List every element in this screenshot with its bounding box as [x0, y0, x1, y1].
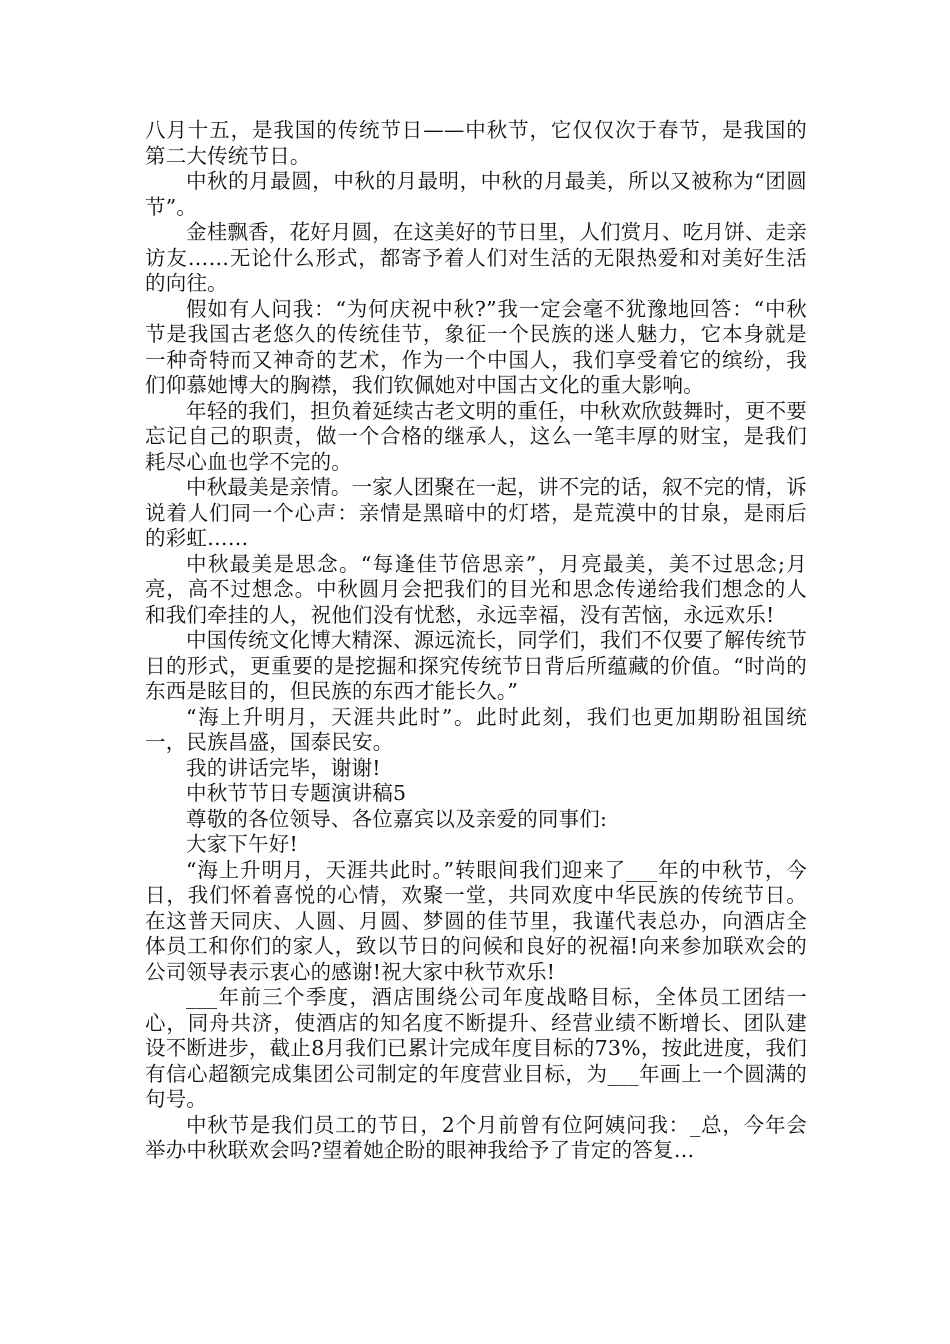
paragraph-6: 中秋最美是亲情。一家人团聚在一起，讲不完的话，叙不完的情，诉说着人们同一个心声：亲情是黑暗中的灯塔，是荒漠中的甘泉，是雨后的彩虹…… [145, 475, 807, 550]
closing-remark: 我的讲话完毕，谢谢! [186, 755, 381, 780]
speech-title: 中秋节节日专题演讲稿5 [186, 781, 407, 805]
paragraph-4: 假如有人问我：“为何庆祝中秋?”我一定会毫不犹豫地回答：“中秋节是我国古老悠久的传统佳节，象征一个民族的迷人魅力，它本身就是一种奇特而又神奇的艺术，作为一个中国人，我们享受着它的缤纷，我们仰慕她博大的胸襟，我们钦佩她对中国古文化的重大影响。 [145, 296, 807, 397]
paragraph-8: 中国传统文化博大精深、源远流长，同学们，我们不仅要了解传统节日的形式，更重要的是挖掘和探究传统节日背后所蕴藏的价值。“时尚的东西是眩目的，但民族的东西才能长久。” [145, 628, 807, 703]
paragraph-3: 金桂飘香，花好月圆，在这美好的节日里，人们赏月、吃月饼、走亲访友……无论什么形式，都寄予着人们对生活的无限热爱和对美好生活的向往。 [145, 220, 807, 295]
paragraph-5: 年轻的我们，担负着延续古老文明的重任，中秋欢欣鼓舞时，更不要忘记自己的职责，做一个合格的继承人，这么一笔丰厚的财宝，是我们耗尽心血也学不完的。 [145, 398, 807, 474]
document-body [145, 118, 807, 1164]
paragraph-7: 中秋最美是思念。“每逢佳节倍思亲”，月亮最美，美不过思念;月亮，高不过想念。中秋圆月会把我们的目光和思念传递给我们想念的人和我们牵挂的人，祝他们没有忧愁，永远幸福，没有苦恼，永远欢乐! [145, 551, 807, 627]
paragraph-1: 八月十五，是我国的传统节日——中秋节，它仅仅次于春节，是我国的第二大传统节日。 [145, 118, 807, 168]
paragraph-16: 中秋节是我们员工的节日，2个月前曾有位阿姨问我：_总，今年会举办中秋联欢会吗?望着她企盼的眼神我给予了肯定的答复… [145, 1112, 807, 1162]
salutation: 尊敬的各位领导、各位嘉宾以及亲爱的同事们: [186, 806, 608, 831]
paragraph-15: ___年前三个季度，酒店围绕公司年度战略目标，全体员工团结一心，同舟共济，使酒店的知名度不断提升、经营业绩不断增长、团队建设不断进步，截止8月我们已累计完成年度目标的73%，按此进度，我们有信心超额完成集团公司制定的年度营业目标，为___年画上一个圆满的句号。 [145, 985, 807, 1111]
paragraph-2: 中秋的月最圆，中秋的月最明，中秋的月最美，所以又被称为“团圆节”。 [145, 169, 807, 219]
paragraph-14: “海上升明月，天涯共此时。”转眼间我们迎来了___年的中秋节，今日，我们怀着喜悦的心情，欢聚一堂，共同欢度中华民族的传统节日。在这普天同庆、人圆、月圆、梦圆的佳节里，我谨代表总办，向酒店全体员工和你们的家人，致以节日的问候和良好的祝福!向来参加联欢会的公司领导表示衷心的感谢!祝大家中秋节欢乐! [145, 857, 807, 984]
greeting: 大家下午好! [186, 832, 298, 856]
paragraph-9: “海上升明月，天涯共此时”。此时此刻，我们也更加期盼祖国统一，民族昌盛，国泰民安。 [145, 704, 807, 754]
